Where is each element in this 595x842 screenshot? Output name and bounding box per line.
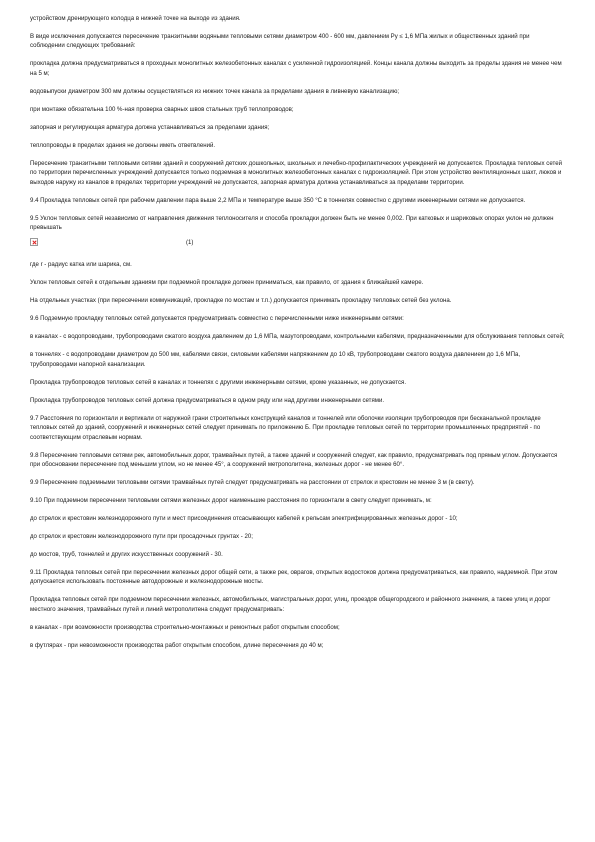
text-paragraph: при монтаже обязательна 100 %-ная проверка сварных швов стальных труб теплопроводов;: [30, 105, 294, 113]
text-paragraph: Пересечение транзитными тепловыми сетями зданий и сооружений детских дошкольных, школьных и лечебно-профилактических учреждений не допускается. Прокладка тепловых сетей по территории перечисленных учреждений допускается только подземная в монолитных железобетонных каналах с гидроизоляцией. При этом устройство вентиляционных шахт, люков и выходов наружу из каналов в пределах территории учреждений не допускается, запорная арматура должна устанавливаться за пределами территории.: [30, 159, 563, 186]
text-paragraph: Прокладка трубопроводов тепловых сетей в каналах и тоннелях с другими инженерными сетями, кроме указанных, не допускается.: [30, 378, 407, 386]
formula-number: (1): [186, 239, 194, 247]
text-paragraph: На отдельных участках (при пересечении коммуникаций, прокладке по мостам и т.п.) допускается принимать прокладку тепловых сетей без уклона.: [30, 297, 452, 305]
text-paragraph: в футлярах - при невозможности производства работ открытым способом, длине пересечения до 40 м;: [30, 641, 324, 649]
text-paragraph: в каналах - с водопроводами, трубопроводами сжатого воздуха давлением до 1,6 МПа, мазутопроводами, контрольными кабелями, предназначенными для обслуживания тепловых сетей;: [30, 333, 565, 341]
text-paragraph: Прокладка тепловых сетей при подземном пересечении железных, автомобильных, магистральных дорог, улиц, проездов общегородского и районного значения, а также улиц и дорог местного значения, трамвайных путей и линий метрополитена следует предусматривать:: [30, 596, 551, 613]
text-paragraph: прокладка должна предусматриваться в проходных монолитных железобетонных каналах с усиленной гидроизоляцией. Концы канала должны выходить за пределы здания не менее чем на 5 м;: [30, 60, 562, 77]
formula-block: [30, 238, 566, 252]
text-paragraph: до стрелок и крестовин железнодорожного пути и мест присоединения отсасывающих кабелей к рельсам электрифицированных железных дорог - 10;: [30, 515, 458, 523]
text-paragraph: где r - радиус катка или шарика, см.: [30, 261, 132, 269]
text-paragraph: 9.9 Пересечение подземными тепловыми сетями трамвайных путей следует предусматривать на расстоянии от стрелок и крестовин не менее 3 м (в свету).: [30, 479, 475, 487]
text-paragraph: Уклон тепловых сетей к отдельным зданиям при подземной прокладке должен приниматься, как правило, от здания к ближайшей камере.: [30, 279, 424, 287]
text-paragraph: 9.11 Прокладка тепловых сетей при пересечении железных дорог общей сети, а также рек, оврагов, открытых водостоков должна предусматриваться, как правило, надземной. При этом допускается использовать постоянные автодорожные и железнодорожные мосты.: [30, 569, 558, 586]
text-paragraph: до мостов, труб, тоннелей и других искусственных сооружений - 30.: [30, 551, 223, 559]
broken-image-icon: [30, 238, 38, 246]
text-paragraph: до стрелок и крестовин железнодорожного пути при просадочных грунтах - 20;: [30, 533, 253, 541]
text-paragraph: устройством дренирующего колодца в нижней точке на выходе из здания.: [30, 15, 241, 22]
document-body: [30, 14, 566, 659]
text-paragraph: 9.7 Расстояния по горизонтали и вертикали от наружной грани строительных конструкций каналов и тоннелей или оболочки изоляции трубопроводов при бесканальной прокладке тепловых сетей до зданий, сооружений и инженерных сетей следует принимать по приложению Б. При прокладке тепловых сетей по территории промышленных предприятий - по соответствующим отраслевым нормам.: [30, 414, 541, 441]
text-paragraph: 9.10 При подземном пересечении тепловыми сетями железных дорог наименьшие расстояния по горизонтали в свету следует принимать, м:: [30, 497, 432, 505]
text-paragraph: запорная и регулирующая арматура должна устанавливаться за пределами здания;: [30, 123, 270, 131]
text-paragraph: Прокладка трубопроводов тепловых сетей должна предусматриваться в одном ряду или над другими инженерными сетями.: [30, 396, 385, 404]
text-paragraph: водовыпуски диаметром 300 мм должны осуществляться из нижних точек канала за пределами здания в ливневую канализацию;: [30, 87, 400, 95]
text-paragraph: 9.8 Пересечение тепловыми сетями рек, автомобильных дорог, трамвайных путей, а также зданий и сооружений следует, как правило, предусматривать под прямым углом. Допускается при обосновании пересечение под меньшим углом, но не менее 45°, а сооружений метрополитена, железных дорог - не менее 60°.: [30, 451, 558, 469]
text-paragraph: в каналах - при возможности производства строительно-монтажных и ремонтных работ открытым способом;: [30, 623, 340, 631]
text-paragraph: 9.4 Прокладка тепловых сетей при рабочем давлении пара выше 2,2 МПа и температуре выше 350 °С в тоннелях совместно с другими инженерными сетями не допускается.: [30, 196, 526, 204]
text-paragraph: 9.5 Уклон тепловых сетей независимо от направления движения теплоносителя и способа прокладки должен быть не менее 0,002. При катковых и шариковых опорах уклон не должен превышать: [30, 214, 554, 232]
text-paragraph: В виде исключения допускается пересечение транзитными водяными тепловыми сетями диаметром 400 - 600 мм, давлением Ру ≤ 1,6 МПа жилых и общественных зданий при соблюдении следующих требований:: [30, 33, 530, 50]
text-paragraph: 9.6 Подземную прокладку тепловых сетей допускается предусматривать совместно с перечисленными ниже инженерными сетями:: [30, 315, 404, 323]
text-paragraph: теплопроводы в пределах здания не должны иметь ответвлений.: [30, 141, 216, 149]
text-paragraph: в тоннелях - с водопроводами диаметром до 500 мм, кабелями связи, силовыми кабелями напряжением до 10 кВ, трубопроводами сжатого воздуха давлением до 1,6 МПа, трубопроводами напорной канализации.: [30, 351, 521, 368]
